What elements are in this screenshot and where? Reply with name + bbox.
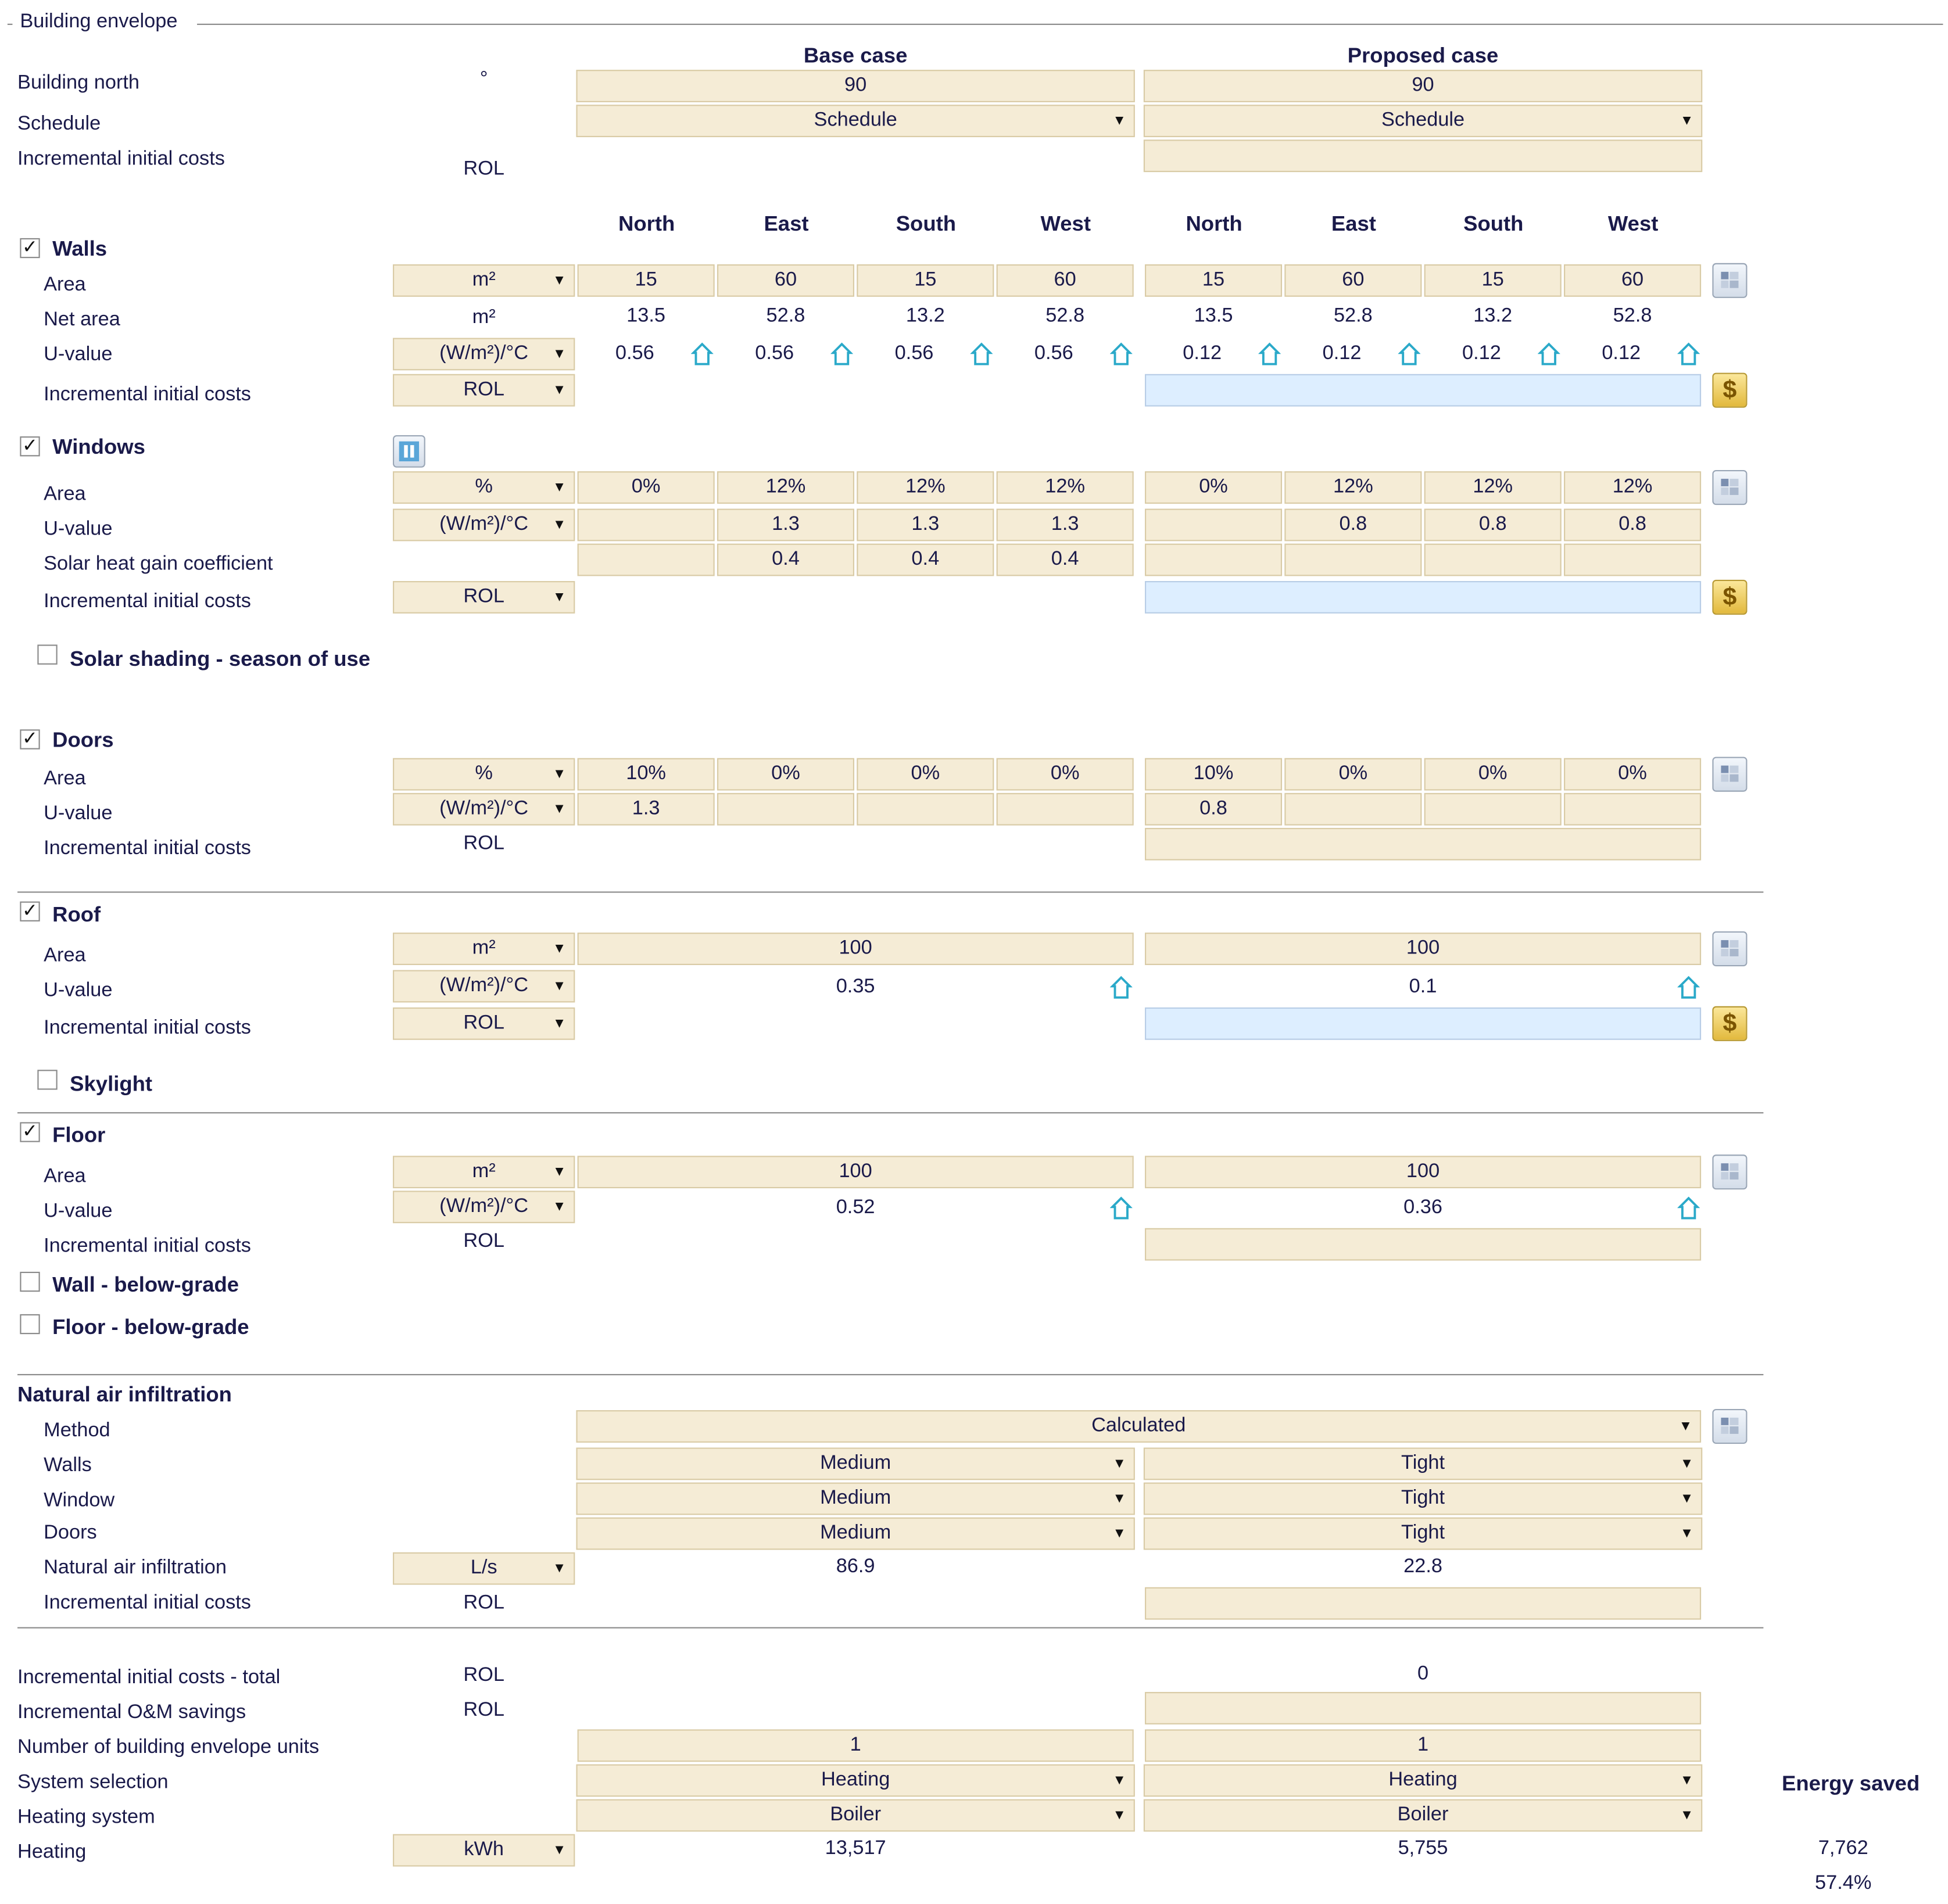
windows-shgc-base-n[interactable] xyxy=(578,544,715,576)
windows-shgc-label: Solar heat gain coefficient xyxy=(44,553,273,575)
system-selection-base-value: Heating xyxy=(821,1769,890,1791)
pause-icon[interactable] xyxy=(393,435,425,468)
grid-icon[interactable] xyxy=(1712,1409,1747,1444)
walls-uvalue-prop-s: 0.12 xyxy=(1462,343,1501,364)
doors-uvalue-base-w[interactable] xyxy=(997,793,1134,826)
general-costs-label: Incremental initial costs xyxy=(17,148,225,170)
grid-icon[interactable] xyxy=(1712,263,1747,298)
walls-netarea-label: Net area xyxy=(44,309,120,331)
windows-shgc-base-w[interactable]: 0.4 xyxy=(997,544,1134,576)
doors-area-label: Area xyxy=(44,768,86,790)
house-icon[interactable] xyxy=(971,342,993,367)
chevron-down-icon: ▼ xyxy=(1680,1808,1694,1823)
chevron-down-icon: ▼ xyxy=(1680,1526,1694,1541)
general-costs-unit: ROL xyxy=(463,158,504,180)
doors-area-prop-e[interactable]: 0% xyxy=(1284,758,1421,791)
walls-netarea-base-e: 52.8 xyxy=(766,305,805,327)
doors-area-prop-n[interactable]: 10% xyxy=(1145,758,1282,791)
om-savings-proposed[interactable] xyxy=(1145,1692,1701,1724)
infil-window-proposed-select[interactable] xyxy=(1144,1483,1702,1515)
chevron-down-icon: ▼ xyxy=(1678,1419,1693,1434)
roof-checkbox[interactable]: ✓ xyxy=(20,902,40,921)
windows-shgc-base-s[interactable]: 0.4 xyxy=(857,544,994,576)
chevron-down-icon: ▼ xyxy=(1112,1773,1126,1788)
windows-uvalue-unit: (W/m²)/°C xyxy=(439,514,529,535)
infil-walls-label: Walls xyxy=(44,1455,92,1476)
doors-costs-proposed[interactable] xyxy=(1145,828,1701,860)
floor-below-checkbox[interactable] xyxy=(20,1314,40,1334)
floor-costs-unit: ROL xyxy=(463,1231,504,1252)
system-selection-base-select[interactable] xyxy=(576,1765,1134,1797)
walls-area-prop-w[interactable]: 60 xyxy=(1564,264,1701,297)
doors-uvalue-base-e[interactable] xyxy=(717,793,854,826)
general-costs-proposed[interactable] xyxy=(1144,139,1702,172)
floor-uvalue-unit-select[interactable] xyxy=(393,1191,575,1223)
doors-uvalue-unit-select[interactable] xyxy=(393,793,575,826)
frame-top-line-right xyxy=(197,24,1943,25)
infil-rate-label: Natural air infiltration xyxy=(44,1557,227,1579)
orient-prop-east: East xyxy=(1331,211,1376,236)
walls-netarea-prop-e: 52.8 xyxy=(1333,305,1373,327)
grid-icon[interactable] xyxy=(1712,1154,1747,1189)
chevron-down-icon: ▼ xyxy=(552,1199,567,1215)
windows-uvalue-label: U-value xyxy=(44,518,113,540)
heating-saved: 7,762 xyxy=(1818,1838,1868,1859)
building-north-unit: ° xyxy=(479,69,488,90)
heating-unit: kWh xyxy=(464,1839,504,1860)
walls-area-base-n[interactable]: 15 xyxy=(578,264,715,297)
heating-system-base-value: Boiler xyxy=(830,1804,882,1826)
costs-total-label: Incremental initial costs - total xyxy=(17,1667,281,1688)
doors-area-base-w[interactable]: 0% xyxy=(997,758,1134,791)
infil-costs-proposed[interactable] xyxy=(1145,1587,1701,1620)
walls-area-base-w[interactable]: 60 xyxy=(997,264,1134,297)
walls-netarea-unit: m² xyxy=(472,306,496,328)
chevron-down-icon: ▼ xyxy=(552,978,567,994)
divider-summary xyxy=(17,1627,1763,1628)
floor-uvalue-label: U-value xyxy=(44,1200,113,1222)
roof-area-base[interactable]: 100 xyxy=(578,933,1134,965)
doors-uvalue-prop-s[interactable] xyxy=(1424,793,1562,826)
floor-costs-proposed[interactable] xyxy=(1145,1228,1701,1261)
chevron-down-icon: ▼ xyxy=(1112,113,1126,129)
doors-title: Doors xyxy=(52,728,114,752)
orient-base-south: South xyxy=(896,211,957,236)
walls-costs-label: Incremental initial costs xyxy=(44,383,251,406)
roof-costs-unit: ROL xyxy=(463,1012,504,1034)
header-proposed-case: Proposed case xyxy=(1347,44,1499,67)
system-selection-label: System selection xyxy=(17,1772,169,1793)
heating-base: 13,517 xyxy=(825,1838,886,1859)
chevron-down-icon: ▼ xyxy=(552,1842,567,1858)
schedule-label: Schedule xyxy=(17,113,101,135)
orient-prop-north: North xyxy=(1186,211,1242,236)
house-icon[interactable] xyxy=(1538,342,1560,367)
chevron-down-icon: ▼ xyxy=(552,272,567,288)
orient-prop-south: South xyxy=(1463,211,1524,236)
walls-costs-unit: ROL xyxy=(463,379,504,400)
infil-walls-base-value: Medium xyxy=(820,1453,891,1474)
roof-title: Roof xyxy=(52,902,101,927)
walls-netarea-base-n: 13.5 xyxy=(626,305,666,327)
om-savings-label: Incremental O&M savings xyxy=(17,1702,246,1723)
walls-area-prop-s[interactable]: 15 xyxy=(1424,264,1562,297)
doors-area-unit: % xyxy=(475,763,493,784)
infil-doors-base-value: Medium xyxy=(820,1522,891,1544)
doors-uvalue-unit: (W/m²)/°C xyxy=(439,798,529,819)
building-north-label: Building north xyxy=(17,72,140,94)
doors-uvalue-base-s[interactable] xyxy=(857,793,994,826)
chevron-down-icon: ▼ xyxy=(552,1561,567,1576)
divider-floor xyxy=(17,1112,1763,1113)
infil-rate-proposed: 22.8 xyxy=(1403,1556,1442,1577)
windows-area-prop-s[interactable]: 12% xyxy=(1424,471,1562,504)
windows-title: Windows xyxy=(52,435,145,459)
house-icon[interactable] xyxy=(1258,342,1281,367)
roof-area-unit-select[interactable] xyxy=(393,933,575,965)
chevron-down-icon: ▼ xyxy=(552,346,567,362)
doors-area-prop-s[interactable]: 0% xyxy=(1424,758,1562,791)
chevron-down-icon: ▼ xyxy=(1112,1456,1126,1472)
chevron-down-icon: ▼ xyxy=(552,941,567,956)
windows-shgc-prop-s[interactable] xyxy=(1424,544,1562,576)
windows-area-prop-n[interactable]: 0% xyxy=(1145,471,1282,504)
chevron-down-icon: ▼ xyxy=(552,382,567,398)
skylight-title: Skylight xyxy=(70,1072,153,1096)
chevron-down-icon: ▼ xyxy=(552,517,567,533)
walls-uvalue-prop-n: 0.12 xyxy=(1183,343,1222,364)
floor-uvalue-proposed: 0.36 xyxy=(1403,1197,1442,1218)
method-value: Calculated xyxy=(1091,1415,1186,1437)
house-icon[interactable] xyxy=(1677,1196,1700,1221)
floor-area-base[interactable]: 100 xyxy=(578,1156,1134,1188)
windows-uvalue-base-n[interactable] xyxy=(578,509,715,542)
om-savings-unit: ROL xyxy=(463,1699,504,1721)
wall-below-checkbox[interactable] xyxy=(20,1272,40,1292)
infil-window-label: Window xyxy=(44,1490,115,1511)
units-base[interactable]: 1 xyxy=(578,1729,1134,1762)
chevron-down-icon: ▼ xyxy=(1112,1491,1126,1507)
windows-shgc-prop-n[interactable] xyxy=(1145,544,1282,576)
doors-checkbox[interactable]: ✓ xyxy=(20,729,40,749)
schedule-base-select[interactable] xyxy=(576,105,1134,137)
windows-uvalue-prop-e[interactable]: 0.8 xyxy=(1284,509,1421,542)
windows-area-prop-w[interactable]: 12% xyxy=(1564,471,1701,504)
chevron-down-icon: ▼ xyxy=(1680,1773,1694,1788)
infil-costs-label: Incremental initial costs xyxy=(44,1592,251,1613)
house-icon[interactable] xyxy=(1110,975,1133,1000)
units-label: Number of building envelope units xyxy=(17,1737,320,1758)
heating-system-proposed-value: Boiler xyxy=(1397,1804,1449,1826)
chevron-down-icon: ▼ xyxy=(552,766,567,782)
windows-shgc-prop-e[interactable] xyxy=(1284,544,1421,576)
roof-uvalue-unit-select[interactable] xyxy=(393,970,575,1003)
windows-uvalue-unit-select[interactable] xyxy=(393,509,575,542)
chevron-down-icon: ▼ xyxy=(1680,1456,1694,1472)
roof-uvalue-proposed: 0.1 xyxy=(1409,976,1437,998)
walls-area-base-e[interactable]: 60 xyxy=(717,264,854,297)
doors-uvalue-prop-e[interactable] xyxy=(1284,793,1421,826)
heating-saved-pct: 57.4% xyxy=(1815,1873,1872,1894)
chevron-down-icon: ▼ xyxy=(1680,113,1694,129)
infil-window-base-select[interactable] xyxy=(576,1483,1134,1515)
chevron-down-icon: ▼ xyxy=(552,1016,567,1031)
house-icon[interactable] xyxy=(1677,975,1700,1000)
system-selection-proposed-select[interactable] xyxy=(1144,1765,1702,1797)
roof-area-unit: m² xyxy=(472,937,496,959)
windows-checkbox[interactable]: ✓ xyxy=(20,436,40,456)
doors-uvalue-prop-n[interactable]: 0.8 xyxy=(1145,793,1282,826)
costs-total-unit: ROL xyxy=(463,1664,504,1686)
infil-costs-unit: ROL xyxy=(463,1592,504,1613)
infil-rate-base: 86.9 xyxy=(836,1556,875,1577)
walls-area-base-s[interactable]: 15 xyxy=(857,264,994,297)
schedule-proposed-select[interactable] xyxy=(1144,105,1702,137)
walls-uvalue-base-e: 0.56 xyxy=(755,343,794,364)
windows-area-label: Area xyxy=(44,483,86,505)
floor-uvalue-base: 0.52 xyxy=(836,1197,875,1218)
doors-area-prop-w[interactable]: 0% xyxy=(1564,758,1701,791)
units-proposed[interactable]: 1 xyxy=(1145,1729,1701,1762)
walls-area-unit-select[interactable] xyxy=(393,264,575,297)
floor-costs-label: Incremental initial costs xyxy=(44,1235,251,1257)
walls-area-unit: m² xyxy=(472,269,496,291)
doors-area-base-e[interactable]: 0% xyxy=(717,758,854,791)
walls-uvalue-prop-e: 0.12 xyxy=(1322,343,1362,364)
infil-walls-proposed-value: Tight xyxy=(1401,1453,1445,1474)
windows-area-unit-select[interactable] xyxy=(393,471,575,504)
chevron-down-icon: ▼ xyxy=(1112,1526,1126,1541)
floor-title: Floor xyxy=(52,1123,106,1148)
heating-unit-select[interactable] xyxy=(393,1834,575,1867)
infil-walls-base-select[interactable] xyxy=(576,1447,1134,1480)
infil-doors-label: Doors xyxy=(44,1522,97,1544)
windows-uvalue-prop-n[interactable] xyxy=(1145,509,1282,542)
walls-netarea-prop-w: 52.8 xyxy=(1613,305,1652,327)
roof-uvalue-label: U-value xyxy=(44,980,113,1002)
chevron-down-icon: ▼ xyxy=(552,1164,567,1180)
walls-uvalue-base-n: 0.56 xyxy=(615,343,654,364)
chevron-down-icon: ▼ xyxy=(1112,1808,1126,1823)
infiltration-title: Natural air infiltration xyxy=(17,1382,232,1407)
windows-costs-unit-select[interactable] xyxy=(393,581,575,614)
walls-checkbox[interactable]: ✓ xyxy=(20,238,40,258)
building-north-proposed[interactable]: 90 xyxy=(1144,70,1702,102)
grid-icon[interactable] xyxy=(1712,931,1747,966)
windows-costs-proposed[interactable] xyxy=(1145,581,1701,614)
heating-system-proposed-select[interactable] xyxy=(1144,1799,1702,1832)
roof-uvalue-base: 0.35 xyxy=(836,976,875,998)
doors-area-base-n[interactable]: 10% xyxy=(578,758,715,791)
doors-uvalue-label: U-value xyxy=(44,803,113,824)
walls-area-prop-e[interactable]: 60 xyxy=(1284,264,1421,297)
chevron-down-icon: ▼ xyxy=(552,590,567,605)
dollar-icon[interactable]: $ xyxy=(1712,373,1747,408)
frame-title: Building envelope xyxy=(20,11,178,33)
windows-uvalue-prop-s[interactable]: 0.8 xyxy=(1424,509,1562,542)
windows-uvalue-base-e[interactable]: 1.3 xyxy=(717,509,854,542)
infil-window-base-value: Medium xyxy=(820,1487,891,1509)
roof-costs-unit-select[interactable] xyxy=(393,1007,575,1040)
floor-area-unit: m² xyxy=(472,1160,496,1182)
costs-total-proposed: 0 xyxy=(1417,1663,1429,1685)
floor-area-unit-select[interactable] xyxy=(393,1156,575,1188)
walls-netarea-base-w: 52.8 xyxy=(1045,305,1085,327)
skylight-checkbox[interactable] xyxy=(37,1070,57,1089)
windows-costs-label: Incremental initial costs xyxy=(44,591,251,612)
orient-prop-west: West xyxy=(1607,211,1659,236)
doors-costs-unit: ROL xyxy=(463,833,504,854)
roof-uvalue-unit: (W/m²)/°C xyxy=(439,975,529,996)
heating-label: Heating xyxy=(17,1841,87,1863)
walls-uvalue-base-w: 0.56 xyxy=(1034,343,1073,364)
windows-uvalue-base-s[interactable]: 1.3 xyxy=(857,509,994,542)
heating-proposed: 5,755 xyxy=(1398,1838,1448,1859)
windows-uvalue-base-w[interactable]: 1.3 xyxy=(997,509,1134,542)
doors-costs-label: Incremental initial costs xyxy=(44,838,251,859)
dollar-icon[interactable]: $ xyxy=(1712,580,1747,615)
walls-netarea-base-s: 13.2 xyxy=(905,305,945,327)
walls-uvalue-unit: (W/m²)/°C xyxy=(439,343,529,364)
floor-checkbox[interactable]: ✓ xyxy=(20,1122,40,1142)
infil-doors-proposed-select[interactable] xyxy=(1144,1518,1702,1550)
infil-doors-proposed-value: Tight xyxy=(1401,1522,1445,1544)
frame-top-line xyxy=(8,24,13,25)
floor-uvalue-unit: (W/m²)/°C xyxy=(439,1195,529,1217)
chevron-down-icon: ▼ xyxy=(552,480,567,495)
house-icon[interactable] xyxy=(691,342,714,367)
energy-saved-header: Energy saved xyxy=(1781,1772,1920,1796)
house-icon[interactable] xyxy=(830,342,853,367)
divider-infiltration xyxy=(17,1374,1763,1375)
windows-uvalue-prop-w[interactable]: 0.8 xyxy=(1564,509,1701,542)
heating-system-base-select[interactable] xyxy=(576,1799,1134,1832)
doors-uvalue-prop-w[interactable] xyxy=(1564,793,1701,826)
header-base-case: Base case xyxy=(803,44,908,67)
infil-window-proposed-value: Tight xyxy=(1401,1487,1445,1509)
floor-below-title: Floor - below-grade xyxy=(52,1315,249,1339)
schedule-proposed-value: Schedule xyxy=(1381,109,1465,131)
walls-uvalue-base-s: 0.56 xyxy=(894,343,934,364)
house-icon[interactable] xyxy=(1398,342,1421,367)
walls-netarea-prop-n: 13.5 xyxy=(1194,305,1233,327)
walls-area-prop-n[interactable]: 15 xyxy=(1145,264,1282,297)
heating-system-label: Heating system xyxy=(17,1806,155,1828)
method-select[interactable] xyxy=(576,1410,1701,1443)
chevron-down-icon: ▼ xyxy=(552,801,567,817)
roof-costs-proposed[interactable] xyxy=(1145,1007,1701,1040)
walls-costs-unit-select[interactable] xyxy=(393,374,575,407)
windows-area-base-w[interactable]: 12% xyxy=(997,471,1134,504)
windows-area-base-e[interactable]: 12% xyxy=(717,471,854,504)
doors-area-base-s[interactable]: 0% xyxy=(857,758,994,791)
chevron-down-icon: ▼ xyxy=(1680,1491,1694,1507)
roof-costs-label: Incremental initial costs xyxy=(44,1017,251,1039)
schedule-base-value: Schedule xyxy=(814,109,897,131)
walls-uvalue-prop-w: 0.12 xyxy=(1602,343,1641,364)
method-label: Method xyxy=(44,1420,110,1442)
solar-shading-title: Solar shading - season of use xyxy=(70,647,371,671)
orient-base-north: North xyxy=(618,211,675,236)
orient-base-east: East xyxy=(764,211,809,236)
house-icon[interactable] xyxy=(1110,342,1133,367)
grid-icon[interactable] xyxy=(1712,757,1747,792)
windows-shgc-prop-w[interactable] xyxy=(1564,544,1701,576)
infil-rate-unit-select[interactable] xyxy=(393,1552,575,1585)
solar-shading-checkbox[interactable] xyxy=(37,644,57,664)
doors-area-unit-select[interactable] xyxy=(393,758,575,791)
infil-rate-unit: L/s xyxy=(470,1557,497,1579)
windows-costs-unit: ROL xyxy=(463,586,504,608)
building-north-base[interactable]: 90 xyxy=(576,70,1134,102)
house-icon[interactable] xyxy=(1110,1196,1133,1221)
dollar-icon[interactable]: $ xyxy=(1712,1006,1747,1041)
walls-uvalue-label: U-value xyxy=(44,344,113,365)
floor-area-proposed[interactable]: 100 xyxy=(1145,1156,1701,1188)
walls-uvalue-unit-select[interactable] xyxy=(393,338,575,371)
walls-title: Walls xyxy=(52,236,108,261)
system-selection-proposed-value: Heating xyxy=(1388,1769,1458,1791)
windows-area-prop-e[interactable]: 12% xyxy=(1284,471,1421,504)
doors-uvalue-base-n[interactable]: 1.3 xyxy=(578,793,715,826)
roof-area-proposed[interactable]: 100 xyxy=(1145,933,1701,965)
walls-netarea-prop-s: 13.2 xyxy=(1473,305,1513,327)
windows-area-base-s[interactable]: 12% xyxy=(857,471,994,504)
wall-below-title: Wall - below-grade xyxy=(52,1273,239,1297)
infil-doors-base-select[interactable] xyxy=(576,1518,1134,1550)
roof-area-label: Area xyxy=(44,945,86,967)
grid-icon[interactable] xyxy=(1712,470,1747,505)
windows-area-unit: % xyxy=(475,476,493,498)
divider-roof xyxy=(17,891,1763,892)
windows-area-base-n[interactable]: 0% xyxy=(578,471,715,504)
floor-area-label: Area xyxy=(44,1166,86,1187)
infil-walls-proposed-select[interactable] xyxy=(1144,1447,1702,1480)
walls-area-label: Area xyxy=(44,274,86,296)
walls-costs-proposed[interactable] xyxy=(1145,374,1701,407)
windows-shgc-base-e[interactable]: 0.4 xyxy=(717,544,854,576)
house-icon[interactable] xyxy=(1677,342,1700,367)
orient-base-west: West xyxy=(1040,211,1091,236)
